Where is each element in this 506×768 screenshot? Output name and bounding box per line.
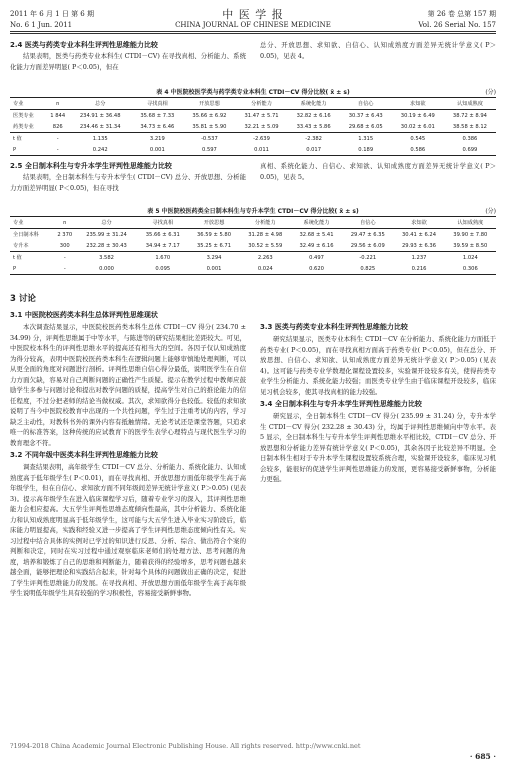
section-2-4-heading: 2.4 医类与药类专业本科生评判性思维能力比较 [10, 41, 158, 49]
table-cell: 234.91 ± 36.48 [79, 112, 121, 119]
table-cell: 33.43 ± 5.86 [296, 123, 331, 130]
table-cell: 32.21 ± 5.09 [244, 123, 279, 130]
table-header-row [10, 217, 496, 229]
table-cell: 30.52 ± 5.59 [248, 242, 283, 249]
column-header: 寻找真相 [137, 217, 188, 229]
table-cell: 1.024 [445, 252, 496, 264]
table-cell: - [54, 263, 76, 275]
column-header: 求知欲 [393, 217, 444, 229]
table-cell: 0.001 [131, 144, 183, 156]
table-cell: t 值 [10, 133, 46, 145]
section-3-4-heading: 3.4 全日制本科生与专升本学生评判性思维能力比较 [260, 400, 422, 408]
table-cell: 0.216 [393, 263, 444, 275]
column-header: 开放思想 [188, 217, 239, 229]
discussion-heading: 3 讨论 [10, 294, 36, 304]
table-cell: 0.024 [240, 263, 291, 275]
table-cell: P [10, 263, 54, 275]
column-header: 总分 [69, 98, 131, 110]
column-header: 求知欲 [392, 98, 444, 110]
section-3-3-text: 研究结果显示，医类专业本科生 CTDI－CV 在分析能力、系统化能力方面低于药类专业( P＜0.05)，而在寻找真相方面高于药类专业( P＜0.05)，但在总分、开放思想、自信心、求知欲、认知成熟度方面差异无统计学意义( P＞0.05) (见表 4)。这可能与药类专业学数理化课程设置较多，实验课开设较多有关，使得药类专业学生分析能力、系统化能力较强；而医类专业学生由于临床课程开设较多，临床见习机会较多，使其寻找真相的能力较强。 [260, 335, 496, 396]
table-cell: 0.699 [444, 144, 496, 156]
table-cell: 0.497 [291, 252, 342, 264]
table-cell: 234.46 ± 31.34 [79, 123, 121, 130]
table-cell: 34.94 ± 7.17 [145, 242, 180, 249]
section-3-3-heading: 3.3 医类与药类专业本科生评判性思维能力比较 [260, 323, 408, 331]
column-header: 系统化能力 [291, 217, 342, 229]
table-cell: 1.315 [340, 133, 392, 145]
header-rule [10, 31, 496, 32]
column-header: 开放思想 [183, 98, 235, 110]
table-cell: 38.58 ± 8.12 [452, 123, 487, 130]
table-cell: -2.382 [288, 133, 340, 145]
table-cell: 232.28 ± 30.43 [86, 242, 127, 249]
section-2-4-right-text: 总分、开放思想、求知欲、自信心、认知成熟度方面差异无统计学意义( P＞0.05)，见表 4。 [260, 41, 496, 60]
table-cell: 3.582 [76, 252, 137, 264]
table-cell: 31.47 ± 5.71 [244, 112, 279, 119]
table-cell: 34.73 ± 6.46 [140, 123, 175, 130]
table-cell: 30.19 ± 6.49 [400, 112, 435, 119]
section-3-1-heading: 3.1 中医院校医药类本科生总体评判性思维现状 [10, 311, 158, 319]
volume-en: Vol. 26 Serial No. 157 [418, 21, 496, 29]
column-header: 寻找真相 [131, 98, 183, 110]
table-cell: - [46, 133, 69, 145]
column-header: 自信心 [340, 98, 392, 110]
table-cell: 35.81 ± 5.90 [192, 123, 227, 130]
table-cell: 30.02 ± 6.01 [400, 123, 435, 130]
table-cell: 0.017 [288, 144, 340, 156]
table-cell: 39.59 ± 8.50 [453, 242, 488, 249]
table-cell: 0.000 [76, 263, 137, 275]
section-2-5-heading: 2.5 全日制本科生与专升本学生评判性思维能力比较 [10, 162, 172, 170]
table-cell: 826 [52, 123, 63, 130]
table-cell: 39.90 ± 7.80 [453, 231, 488, 238]
table-cell: 36.59 ± 5.80 [196, 231, 232, 238]
table-cell: -2.639 [235, 133, 287, 145]
table-cell: 0.597 [183, 144, 235, 156]
column-header: 系统化能力 [288, 98, 340, 110]
table-cell: 31.28 ± 4.98 [248, 231, 283, 238]
table-cell: 35.66 ± 6.92 [192, 112, 227, 119]
section-2-5-left-text: 结果表明，全日制本科生与专升本学生( CTDI－CV) 总分、开放思想、分析能力方面差异明显( P＜0.05)，但在寻找 [10, 173, 246, 192]
table-cell: - [54, 252, 76, 264]
issue-date-cn: 2011 年 6 月 1 日 第 6 期 [10, 10, 94, 18]
page-number: · 685 · [469, 752, 496, 761]
left-column [10, 292, 246, 730]
table-cell: 29.47 ± 6.35 [350, 231, 385, 238]
table-cell: 0.095 [137, 263, 188, 275]
table-cell: 0.011 [235, 144, 287, 156]
table-cell: 29.56 ± 6.09 [350, 242, 385, 249]
table-cell: 300 [59, 242, 70, 249]
table-cell: 0.586 [392, 144, 444, 156]
table-cell: 3.219 [131, 133, 183, 145]
table-row [10, 110, 496, 122]
column-header: 自信心 [342, 217, 393, 229]
table-cell: 0.545 [392, 133, 444, 145]
table-cell: 29.93 ± 6.36 [401, 242, 437, 249]
column-header: n [46, 98, 69, 110]
right-column [260, 292, 496, 730]
table-cell: 32.82 ± 6.16 [296, 112, 331, 119]
section-3-2-heading: 3.2 不同年级中医类本科生评判性思维能力比较 [10, 451, 158, 459]
section-2-4-left-text: 结果表明，医类与药类专业本科生( CTDI－CV) 在寻找真相、分析能力、系统化能力方面差异明显( P＜0.05)，但在 [10, 52, 246, 71]
table-cell: 全日制本科 [13, 232, 39, 238]
table-cell: 35.25 ± 6.71 [196, 242, 232, 249]
table-cell: 30.41 ± 6.24 [401, 231, 437, 238]
table-cell: 药类专业 [13, 124, 34, 130]
table-row [10, 263, 496, 275]
table-5 [10, 216, 496, 275]
table-cell: 0.001 [188, 263, 239, 275]
table-cell: 0.189 [340, 144, 392, 156]
table-cell: 1.670 [137, 252, 188, 264]
journal-title-cn: 中 医 学 报 [222, 8, 284, 21]
table-4-unit: (分) [485, 89, 496, 96]
table-row [10, 121, 496, 133]
table-4 [10, 97, 496, 156]
table-5-caption: 表 5 中医院校医药类全日制本科生与专升本学生 CTDI－CV 得分比较( x̄ ± s) [147, 208, 359, 215]
table-cell: 0.306 [445, 263, 496, 275]
table-cell: 3.294 [188, 252, 239, 264]
column-header: 分析能力 [240, 217, 291, 229]
table-4-caption: 表 4 中医院校医学类与药学类专业本科生 CTDI－CV 得分比较( x̄ ± s) [156, 89, 350, 96]
table-cell: 0.620 [291, 263, 342, 275]
table-row [10, 144, 496, 156]
table-cell: 1 844 [50, 112, 66, 119]
table-row [10, 240, 496, 252]
table-row [10, 229, 496, 241]
table-cell: - [46, 144, 69, 156]
table-cell: 1.237 [393, 252, 444, 264]
section-3-1-text: 本次调查结果显示，中医院校医药类本科生总体 CTDI－CV 得分( 234.70 ± 34.99) 分，评判性思维属于中等水平，与陈进等的研究结果相比差距较大。可见，中医院校本科生的评判性思维水平的提高还有相当大的空间。各因子仅认知成熟度为得分较高，表明中医院校医药类本科生在逻辑问题上能够审慎地处理判断，可以从更全面的角度对问题进行剖析。评判性思维自信心得分最低，说明医学生在自信力方面欠缺，容易对自己判断问题的正确性产生质疑。提示在教学过程中教师应鼓励学生多参与问题讨论和提出对教学问题的质疑，提高学生对自己的推论能力的信任程度，不过分把老师的结论当做权威。其次，求知欲得分也较低。较低的求知欲说明了当今中医院校教育中出现的一个共性问题，学生过于注重考试的内容，学习缺乏主动性，对教科书外的课外内容有抵触情绪。无论考试还是课堂答题，只追求唯一的标准答案，这种传统的应试教育下的医学生表学心理特点与现代医生学习的教育理念不符。 [10, 323, 246, 447]
section-3-4-text: 研究显示，全日制本科生 CTDI－CV 得分( 235.99 ± 31.24) 分，专升本学生 CTDI－CV 得分( 232.28 ± 30.43) 分，均属于评判性思维倾向中等水平。表 5 显示，全日制本科生与专升本学生评判性思维水平相比较，CTDI－CV 总分、开放思想和分析能力差异有统计学意义( P＜0.05)，其余各因子比较差异不明显。全日制本科生相对于专升本学生课程设置较系统合理，实验课开设较多，临床见习机会较多，能很好的促进学生评判性思维能力的发展，更容易接受新鲜事物，分析能力更强。 [260, 412, 496, 483]
table-row [10, 133, 496, 145]
column-header: 认知成熟度 [444, 98, 496, 110]
table-cell: -0.537 [183, 133, 235, 145]
column-header: 专业 [10, 217, 54, 229]
table-cell: 0.825 [342, 263, 393, 275]
table-cell: 医类专业 [13, 113, 34, 119]
table-cell: 38.72 ± 8.94 [452, 112, 487, 119]
table-row [10, 252, 496, 264]
volume-cn: 第 26 卷 总第 157 期 [427, 10, 496, 18]
table-cell: 32.49 ± 6.16 [299, 242, 334, 249]
table-cell: 35.66 ± 6.31 [145, 231, 180, 238]
table-cell: P [10, 144, 46, 156]
column-header: n [54, 217, 76, 229]
table-cell: 29.68 ± 6.05 [348, 123, 383, 130]
section-3-2-text: 调查结果表明，高年级学生 CTDI－CV 总分、分析能力、系统化能力、认知成熟度高于低年级学生( P＜0.01)，而在寻找真相、开放思想方面低年级学生高于高年级学生，但在自信心、求知欲方面不同年级间差异无统计学意义( P＞0.05) (见表 3)。提示高年级学生在进入临床课程学习后，随着专业学习的深入，其评判性思维能力会相应提高。大五学生评判性思维态度倾向性最高，其中分析能力、系统化能力和认知成熟度明显高于低年级学生，这可能与大五学生进入毕业实习阶段后，临床能力明显提高，实践和经验又进一步提高了学生评判性思维态度倾向性有关。实习过程中结合具体的实例对已学过的知识进行反思、分析、综合、做出符合个案的判断和决定，同时在实习过程中通过观察临床老师们的处理方法、思考问题的角度，培养和锻炼了自己的思维和判断能力，随着获得的经验增多，思考问题也越来越全面，能够把理论和实践结合起来，针对每个具体的问题做出正确的决定，促进了学生评判性思维能力的发展。在寻找真相、开放思想方面低年级学生高于高年级学生说明低年级学生具有较强的学习积极性，容易接受新鲜事物。 [10, 463, 246, 597]
table-cell: 1.135 [69, 133, 131, 145]
table-cell: 35.68 ± 7.33 [140, 112, 175, 119]
table-cell: -0.221 [342, 252, 393, 264]
issue-date-en: No. 6 1 Jun. 2011 [10, 21, 73, 29]
table-cell: 2.263 [240, 252, 291, 264]
table-header-row [10, 98, 496, 110]
column-header: 认知成熟度 [445, 217, 496, 229]
table-cell: 235.99 ± 31.24 [86, 231, 127, 238]
table-cell: 30.37 ± 6.43 [348, 112, 383, 119]
table-cell: t 值 [10, 252, 54, 264]
column-header: 专业 [10, 98, 46, 110]
table-cell: 0.242 [69, 144, 131, 156]
table-cell: 32.68 ± 5.41 [299, 231, 334, 238]
header-rule-thin [10, 33, 496, 34]
column-header: 总分 [76, 217, 137, 229]
column-header: 分析能力 [235, 98, 287, 110]
copyright-notice: ?1994-2018 China Academic Journal Electronic Publishing House. All rights reserved. http://www.cnki.net [10, 742, 361, 750]
section-2-5-right-text: 真相、系统化能力、自信心、求知欲、认知成熟度方面差异无统计学意义( P＞0.05)，见表 5。 [260, 162, 496, 181]
table-5-unit: (分) [485, 208, 496, 215]
table-cell: 0.386 [444, 133, 496, 145]
table-cell: 专升本 [13, 243, 29, 249]
table-cell: 2 370 [57, 231, 73, 238]
journal-title-en: CHINA JOURNAL OF CHINESE MEDICINE [175, 21, 331, 29]
